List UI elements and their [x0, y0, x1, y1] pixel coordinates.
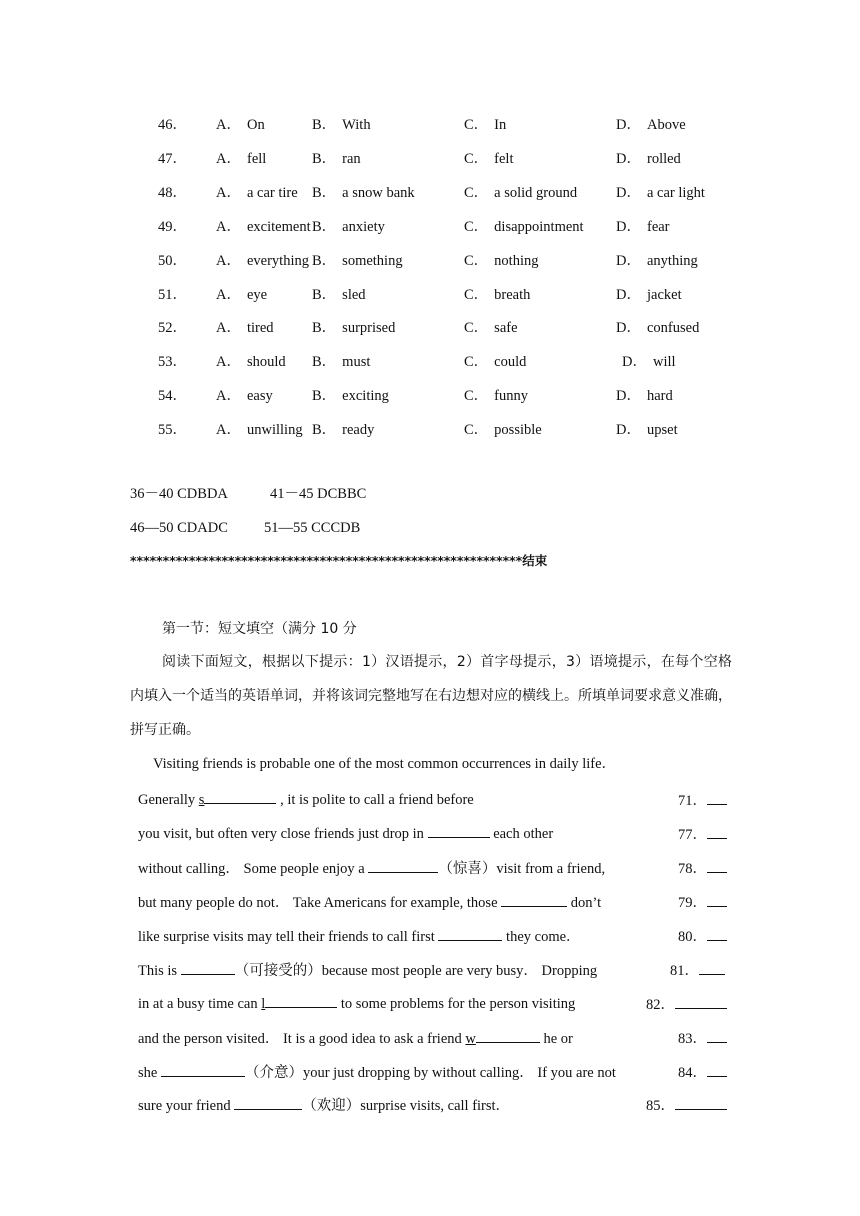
option-row: [0, 181, 860, 199]
option-c: C． a solid ground: [464, 185, 578, 201]
answer-field[interactable]: [707, 892, 727, 907]
option-row: [0, 316, 860, 334]
option-a: A． eye: [216, 287, 268, 303]
answer-number: 71．: [678, 793, 707, 809]
answer-line: 51—55 CCCDB: [264, 520, 361, 536]
answer-field[interactable]: [707, 824, 727, 839]
option-c: C． could: [464, 354, 527, 370]
option-c: C． possible: [464, 422, 542, 438]
option-c: C． disappointment: [464, 219, 584, 235]
blank-field[interactable]: [161, 1062, 245, 1077]
blank-field[interactable]: [234, 1095, 302, 1110]
answer-field[interactable]: [675, 994, 727, 1009]
blank-field[interactable]: [265, 993, 337, 1008]
option-a: A． a car tire: [216, 185, 298, 201]
answer-number: 81．: [670, 963, 699, 979]
answer-number: 77．: [678, 827, 707, 843]
option-a: A． excitement: [216, 219, 311, 235]
option-a: A． fell: [216, 151, 267, 167]
option-d: D． Above: [616, 117, 686, 133]
passage-line: she （介意）your just dropping by without calling． If you are not 84．: [138, 1061, 732, 1081]
answer-number: 82．: [646, 997, 675, 1013]
answer-number: 79．: [678, 895, 707, 911]
answer-field[interactable]: [707, 858, 727, 873]
option-b: B． ran: [312, 151, 361, 167]
question-number: 53．: [158, 354, 187, 370]
answer-field[interactable]: [707, 1062, 727, 1077]
blank-field[interactable]: [204, 789, 276, 804]
option-b: B． must: [312, 354, 371, 370]
passage-line: like surprise visits may tell their friends to call first they come． 80．: [138, 925, 732, 945]
option-d: D． a car light: [616, 185, 705, 201]
option-c: C． funny: [464, 388, 529, 404]
option-a: A． tired: [216, 320, 274, 336]
option-d: D． fear: [616, 219, 670, 235]
option-d: D． upset: [616, 422, 678, 438]
answer-number: 80．: [678, 929, 707, 945]
blank-field[interactable]: [181, 960, 235, 975]
answer-field[interactable]: [707, 926, 727, 941]
passage-line: but many people do not． Take Americans for example, those don’t 79．: [138, 891, 732, 911]
passage-line: in at a busy time can l to some problems for the person visiting 82．: [138, 993, 732, 1013]
option-d: D． rolled: [616, 151, 681, 167]
option-b: B． a snow bank: [312, 185, 415, 201]
end-label: 结束: [522, 553, 548, 568]
option-c: C． safe: [464, 320, 518, 336]
passage-line: This is （可接受的）because most people are very busy． Dropping 81．: [138, 959, 732, 979]
blank-field[interactable]: [476, 1028, 540, 1043]
end-divider: ************************************************************结束: [130, 553, 548, 568]
answer-field[interactable]: [707, 790, 727, 805]
option-b: B． anxiety: [312, 219, 385, 235]
option-d: D． will: [622, 354, 676, 370]
option-c: C． In: [464, 117, 507, 133]
question-number: 46．: [158, 117, 187, 133]
option-row: [0, 283, 860, 301]
passage-line: Generally s , it is polite to call a friend before 71．: [138, 789, 732, 809]
blank-field[interactable]: [438, 926, 502, 941]
blank-field[interactable]: [428, 823, 490, 838]
option-row: [0, 350, 860, 368]
option-c: C． nothing: [464, 253, 539, 269]
option-d: D． hard: [616, 388, 673, 404]
option-a: A． should: [216, 354, 286, 370]
option-d: D． anything: [616, 253, 698, 269]
option-row: [0, 418, 860, 436]
answer-number: 85．: [646, 1098, 675, 1114]
option-b: B． With: [312, 117, 371, 133]
blank-field[interactable]: [368, 858, 438, 873]
passage-line: and the person visited． It is a good idea to ask a friend w he or 83．: [138, 1027, 732, 1047]
option-b: B． exciting: [312, 388, 389, 404]
question-number: 52．: [158, 320, 187, 336]
option-row: [0, 113, 860, 131]
passage-intro: Visiting friends is probable one of the most common occurrences in daily life．: [153, 756, 617, 772]
option-b: B． ready: [312, 422, 375, 438]
answer-field[interactable]: [707, 1028, 727, 1043]
blank-field[interactable]: [501, 892, 567, 907]
option-row: [0, 215, 860, 233]
option-b: B． something: [312, 253, 403, 269]
option-b: B． sled: [312, 287, 366, 303]
option-b: B． surprised: [312, 320, 396, 336]
option-a: A． unwilling: [216, 422, 303, 438]
question-number: 54．: [158, 388, 187, 404]
section-instruction: 阅读下面短文，根据以下提示：1）汉语提示，2）首字母提示，3）语境提示，在每个空格内填入一个适当的英语单词，并将该词完整地写在右边想对应的横线上。所填单词要求意义准确，拼写正确。: [130, 654, 732, 738]
option-a: A． On: [216, 117, 265, 133]
answer-line: 41－45 DCBBC: [270, 486, 367, 502]
answer-number: 78．: [678, 861, 707, 877]
passage-line: sure your friend （欢迎）surprise visits, call first． 85．: [138, 1094, 732, 1114]
question-number: 47．: [158, 151, 187, 167]
question-number: 51．: [158, 287, 187, 303]
passage-line: without calling． Some people enjoy a （惊喜）visit from a friend, 78．: [138, 857, 732, 877]
option-c: C． breath: [464, 287, 531, 303]
section-title: 第一节：短文填空（满分 10 分: [162, 621, 357, 637]
option-a: A． easy: [216, 388, 273, 404]
question-number: 49．: [158, 219, 187, 235]
option-row: [0, 384, 860, 402]
answer-number: 83．: [678, 1031, 707, 1047]
passage-line: you visit, but often very close friends just drop in each other 77．: [138, 823, 732, 843]
answer-field[interactable]: [675, 1095, 727, 1110]
answer-field[interactable]: [699, 960, 725, 975]
answer-number: 84．: [678, 1065, 707, 1081]
question-number: 48．: [158, 185, 187, 201]
option-row: [0, 249, 860, 267]
option-d: D． jacket: [616, 287, 682, 303]
option-d: D． confused: [616, 320, 700, 336]
option-a: A． everything: [216, 253, 309, 269]
answer-line: 36－40 CDBDA: [130, 486, 228, 502]
question-number: 55．: [158, 422, 187, 438]
option-row: [0, 147, 860, 165]
answer-line: 46—50 CDADC: [130, 520, 228, 536]
option-c: C． felt: [464, 151, 514, 167]
question-number: 50．: [158, 253, 187, 269]
